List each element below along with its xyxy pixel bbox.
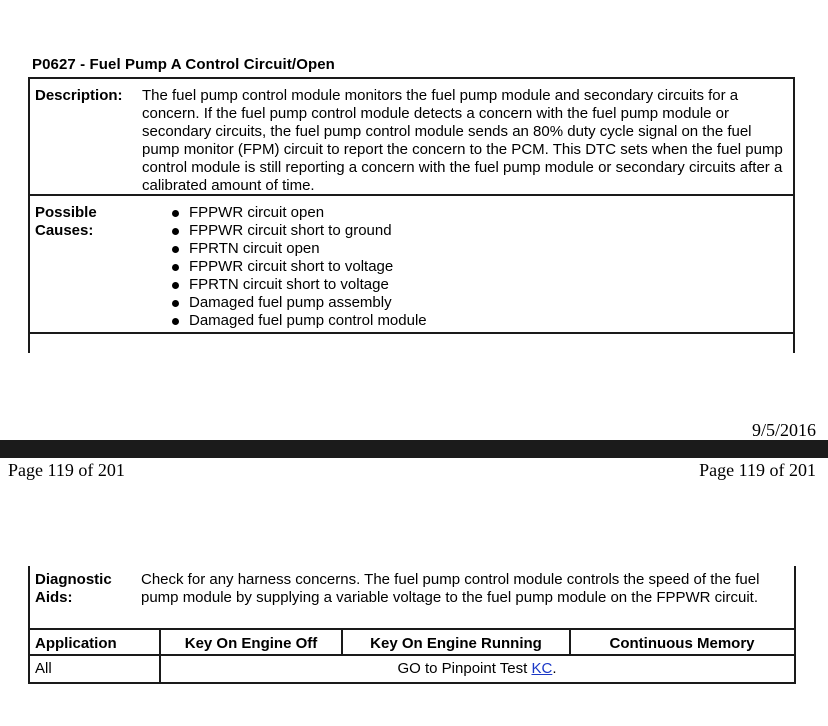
diagnostic-aids-text: Check for any harness concerns. The fuel pump control module controls the speed of the fuel pump module by supplying a variable voltage to the fuel pump module on the FPPWR circuit. [141,571,760,606]
dtc-title: P0627 - Fuel Pump A Control Circuit/Open [32,56,335,73]
row-divider [30,332,793,334]
possible-causes-list [170,204,427,330]
description-text: The fuel pump control module monitors the fuel pump module and secondary circuits for a concern. If the fuel pump control module detects a concern with the fuel pump module or secondary circuits, the fuel pump control module sends an 80% duty cycle signal on the fuel pump monitor (FPM) circuit to report the concern to the PCM. This DTC sets when the fuel pump control module is still reporting a concern with the fuel pump module or secondary circuits after a calibrated amount of time. [142,87,783,194]
diagnostic-table [28,566,796,684]
cause-item: FPPWR circuit short to voltage [170,258,427,276]
application-value: All [30,656,160,684]
cause-item: FPRTN circuit short to voltage [170,276,427,294]
cause-item: FPRTN circuit open [170,240,427,258]
cause-item: FPPWR circuit short to ground [170,222,427,240]
pinpoint-test-prefix: GO to Pinpoint Test [397,660,532,677]
cause-item: FPPWR circuit open [170,204,427,222]
print-date: 9/5/2016 [751,420,816,440]
header-key-on-engine-off: Key On Engine Off [160,628,342,656]
pinpoint-test-suffix: . [552,660,557,677]
page-number-right: Page 119 of 201 [699,460,816,480]
header-continuous-memory: Continuous Memory [570,628,794,656]
page-break-band [0,440,828,458]
row-divider [30,194,793,196]
page-number-left: Page 119 of 201 [8,460,125,480]
description-label: Description: [35,87,123,104]
cause-item: Damaged fuel pump control module [170,312,427,330]
header-application: Application [30,628,160,656]
column-divider [569,628,571,656]
dtc-info-table [28,77,795,353]
pinpoint-test-kc-link[interactable]: KC [531,660,553,677]
header-key-on-engine-running: Key On Engine Running [342,628,570,656]
cause-item: Damaged fuel pump assembly [170,294,427,312]
diagnostic-aids-label: Diagnostic Aids: [35,571,112,606]
pinpoint-test-instruction [160,656,794,684]
possible-causes-label: Possible Causes: [35,204,97,239]
application-grid [30,628,794,684]
column-divider [341,628,343,656]
